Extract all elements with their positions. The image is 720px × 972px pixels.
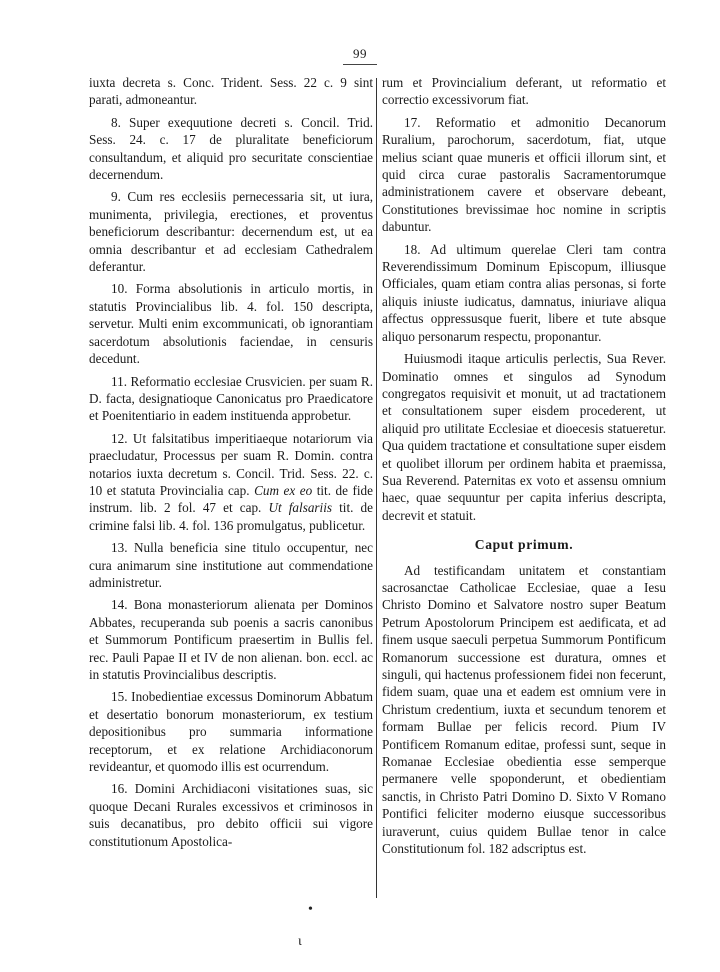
- paragraph: iuxta decreta s. Conc. Trident. Sess. 22 c. 9 sint parati, admoneantur.: [89, 75, 373, 108]
- paragraph: 8. Super exequutione decreti s. Concil. Trid. Sess. 24. c. 17 de pluralitate beneficiorum consultandum, et aliquid pro securitate conscientiae decernendum.: [89, 114, 373, 183]
- paragraph: Ad testificandam unitatem et constantiam sacrosanctae Catholicae Ecclesiae, quae a Iesu Christo Domino et Salvatore nostro super Beatum Petrum Apostolorum Principem est aedificata, et ad finem usque saeculi perpetua Summorum Pontificum Romanorum successione est duratura, omnes et singuli, qui hactenus professionem fidei non fecerunt, fidem suam, quae una et eadem est omnium vere in Christum credentium, iuxta et secundum tenorem et formam Bullae per felicis record. Pium IV Pontificem Romanum editae, professi sunt, seque in Romanae Ecclesiae obedientia esse semperque permanere velle spoponderunt, et obedientiam sanctis, in Christo Patri Domino D. Sixto V Romano Pontifici feliciter moderno eiusque successoribus iuraverunt, cuius quidem Bullae tenor in calce Constitutionum fol. 182 adscriptus est.: [382, 562, 666, 857]
- paragraph: 15. Inobedientiae excessus Dominorum Abbatum et desertatio bonorum monasteriorum, ex testium depositionibus pro summaria informatione receptorum, et ex relatione Archidiaconorum revideantur, et quomodo illis est ocurrendum.: [89, 689, 373, 775]
- paragraph: 11. Reformatio ecclesiae Crusvicien. per suam R. D. facta, designatioque Canonicatus pro Praedicatore et Poenitentiario in eadem instituenda approbetur.: [89, 373, 373, 424]
- paragraph: 13. Nulla beneficia sine titulo occupentur, nec cura animarum sine institutione aut commendatione administretur.: [89, 540, 373, 590]
- page-number-rule: [343, 64, 377, 65]
- right-column: [382, 74, 666, 862]
- citation-italic: Ut falsariis: [268, 500, 333, 516]
- paragraph: [89, 430, 373, 534]
- column-divider: [376, 78, 377, 898]
- citation-italic: Cum ex eo: [254, 482, 313, 498]
- paragraph: 17. Reformatio et admonitio Decanorum Ruralium, parochorum, sacerdotum, fiat, utque melius sciant quae muneris et officii illorum sint, et quid circa curae pastoralis Sacramentorumque administrationem cavere et observare debeant, Constitutiones brevissimae hoc nomine in scriptis dabuntur.: [382, 114, 666, 235]
- paragraph-text: tit. de fide instrum. lib. 2 fol. 47 et cap.: [89, 482, 373, 516]
- paragraph: 9. Cum res ecclesiis pernecessaria sit, ut iura, munimenta, privilegia, erectiones, et proventus beneficiorum describantur: decernendum est, ut ea omnia describantur et ad ecclesiam Cathedralem deferantur.: [89, 189, 373, 275]
- page-number-text: 99: [353, 46, 367, 61]
- section-heading: Caput primum.: [474, 537, 574, 553]
- left-column: [89, 74, 373, 855]
- paragraph: rum et Provincialium deferant, ut reformatio et correctio excessivorum fiat.: [382, 75, 666, 108]
- paragraph: 18. Ad ultimum querelae Cleri tam contra Reverendissimum Dominum Episcopum, illiusque Officiales, quam etiam contra alias personas, si forte aliquis iniuste iudicatus, damnatus, iniuriave aliqua affectus oppressusque fuerit, libere et tute absque aliquo personarum respectu, proponantur.: [382, 241, 666, 344]
- paragraph: 14. Bona monasteriorum alienata per Dominos Abbates, recuperanda sub poenis a sacris canonibus et Summorum Pontificum praesertim in Bullis fel. rec. Pauli Papae II et IV de non alienan. bon. eccl. ac in statutis Provincialibus descriptis.: [89, 597, 373, 682]
- paragraph: 16. Domini Archidiaconi visitationes suas, sic quoque Decani Rurales excessivos et criminosos in suis decanatibus, pro debito officii sui vigore constitutionum Apostolica-: [89, 781, 373, 849]
- stray-mark: •: [308, 902, 313, 917]
- page-number: [0, 46, 720, 65]
- paragraph-text: tit. de crimine falsi lib. 4. fol. 136 promulgatus, publicetur.: [89, 500, 373, 533]
- paragraph: 10. Forma absolutionis in articulo mortis, in statutis Provincialibus lib. 4. fol. 150 descripta, servetur. Multi enim excommunicati, ob ignorantiam sacerdotum absolutionis faciendae, in censuris decedunt.: [89, 281, 373, 367]
- paragraph-text: 12. Ut falsitatibus imperitiaeque notariorum via praecludatur, Processus per suam R. Domin. contra notarios iuxta decretum s. Concil. Trid. Sess. 22. c. 10 et statuta Provincialia cap.: [89, 430, 373, 498]
- stray-mark: ɩ: [298, 934, 302, 949]
- paragraph: Huiusmodi itaque articulis perlectis, Sua Rever. Dominatio omnes et singulos ad Synodum congregatos requisivit et monuit, ut ad tractationem et consultationem super eisdem procederent, ut aliquid pro utilitate Ecclesiae et dioecesis statueretur. Qua quidem tractatione et consultatione super eisdem et quolibet illorum per ordinem habita et praemissa, Sua Reverend. Paternitas ex voto et assensu omnium haec, quae sequuntur per capita inferius descripta, decrevit et statuit.: [382, 351, 666, 523]
